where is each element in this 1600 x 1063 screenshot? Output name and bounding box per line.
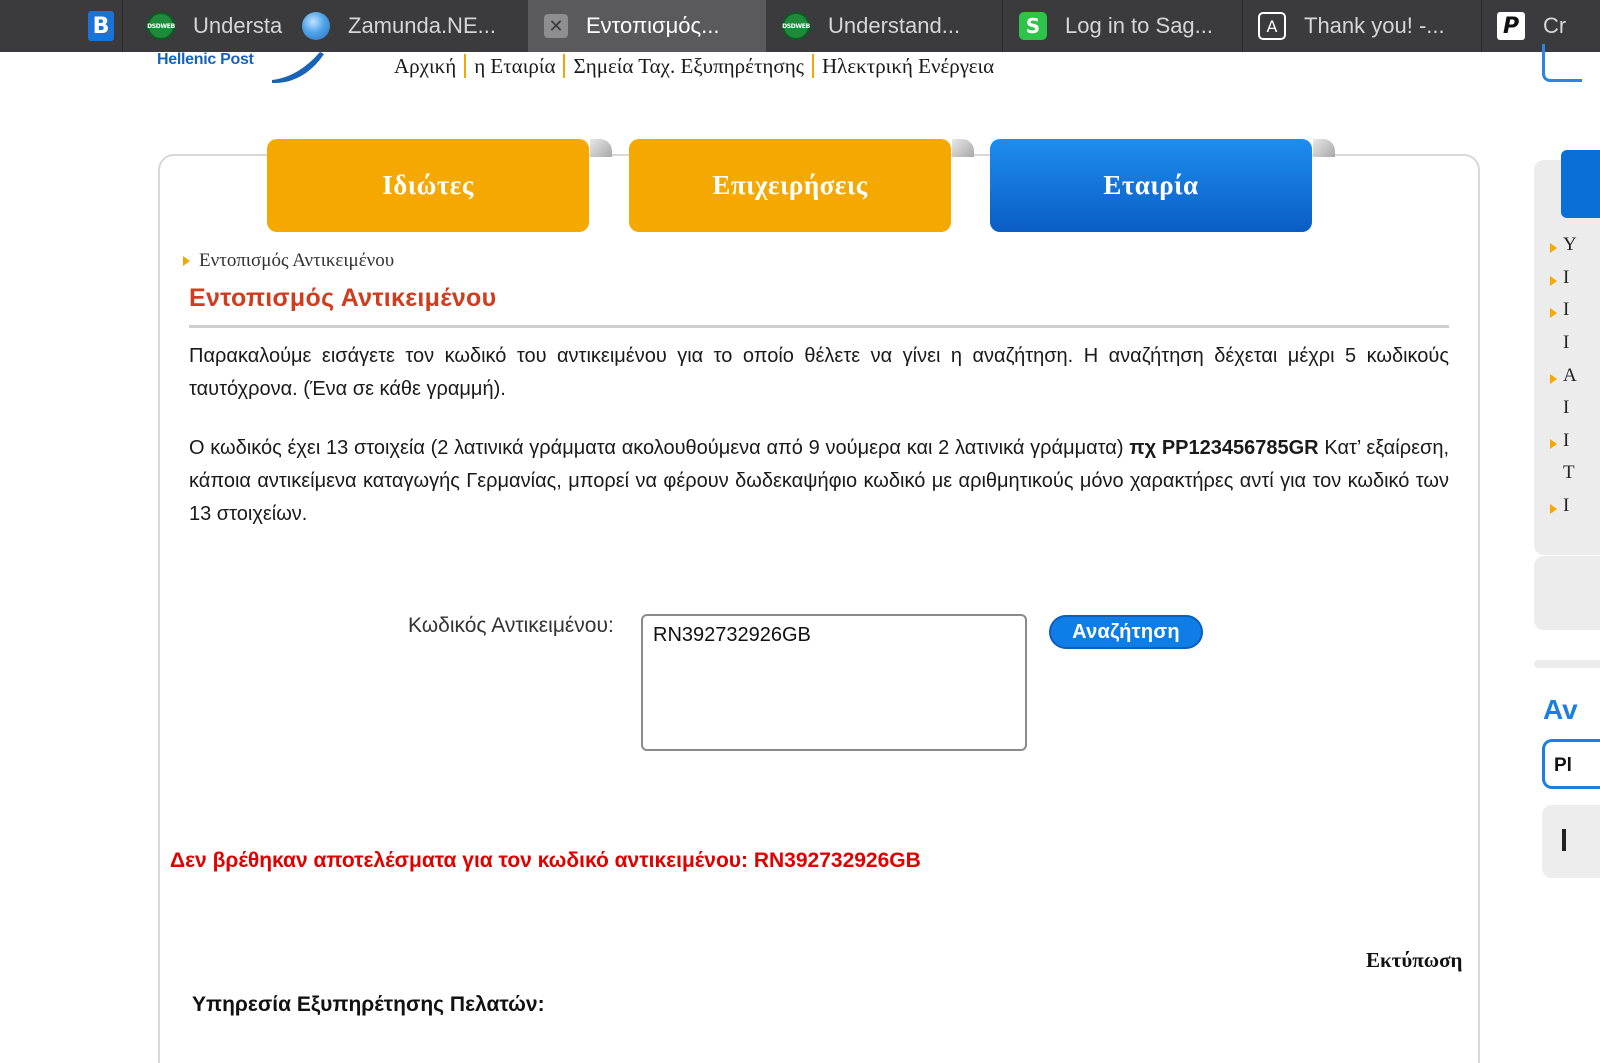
tab-curl-decoration bbox=[1313, 139, 1335, 157]
sidebar-item-text[interactable]: I bbox=[1563, 397, 1570, 418]
sidebar-heading: Av bbox=[1543, 694, 1578, 725]
dsdweb-icon: DSDWEB bbox=[147, 12, 175, 40]
format-paragraph bbox=[189, 432, 1449, 531]
globe-icon bbox=[302, 12, 330, 40]
tab-title: Εντοπισμός... bbox=[586, 13, 720, 38]
browser-tab[interactable] bbox=[766, 0, 1002, 52]
site-logo[interactable]: Hellenic Post bbox=[157, 51, 254, 68]
sidebar-item-text[interactable]: I bbox=[1563, 299, 1570, 320]
s-icon: S bbox=[1019, 12, 1047, 40]
sidebar-item-text[interactable]: I bbox=[1563, 332, 1570, 353]
sidebar-card[interactable] bbox=[1542, 805, 1600, 878]
logo-swoosh-icon bbox=[268, 50, 328, 86]
sidebar-arrow-icon bbox=[1550, 504, 1557, 514]
tab-title: Log in to Sag... bbox=[1065, 13, 1213, 38]
sidebar-arrow-icon bbox=[1550, 308, 1557, 318]
tab-title: Understand... bbox=[828, 13, 961, 38]
sidebar-item-text[interactable]: A bbox=[1563, 365, 1577, 386]
print-link[interactable]: Εκτύπωση bbox=[1366, 948, 1463, 972]
tab-curl-decoration bbox=[590, 139, 612, 157]
tab-title: Zamunda.NE... bbox=[348, 13, 496, 38]
sidebar-item-text[interactable]: T bbox=[1563, 462, 1575, 483]
search-button[interactable]: Αναζήτηση bbox=[1049, 615, 1203, 649]
sidebar-arrow-icon bbox=[1550, 374, 1557, 384]
sidebar-card bbox=[1534, 556, 1600, 630]
browser-tab[interactable] bbox=[1003, 0, 1242, 52]
tab-businesses[interactable]: Επιχειρήσεις bbox=[629, 139, 951, 232]
nav-electric-energy[interactable]: Ηλεκτρική Ενέργεια bbox=[812, 54, 1002, 78]
tab-individuals[interactable]: Ιδιώτες bbox=[267, 139, 589, 232]
breadcrumb-arrow-icon bbox=[183, 256, 190, 266]
tab-curl-decoration bbox=[952, 139, 974, 157]
browser-tab[interactable] bbox=[1482, 0, 1600, 52]
sidebar-divider bbox=[1534, 660, 1600, 668]
sidebar-blue-tab[interactable] bbox=[1561, 150, 1600, 218]
b-icon: B bbox=[88, 11, 114, 41]
sidebar-card-glyph bbox=[1562, 829, 1566, 851]
sidebar-tracking-input[interactable]: Pl bbox=[1542, 739, 1600, 789]
page-title: Εντοπισμός Αντικειμένου bbox=[189, 284, 497, 312]
browser-tab[interactable] bbox=[288, 0, 528, 52]
dsdweb-icon: DSDWEB bbox=[782, 12, 810, 40]
breadcrumb bbox=[183, 250, 394, 272]
sidebar-item-text[interactable]: Y bbox=[1563, 234, 1577, 255]
header-right-widget[interactable] bbox=[1542, 44, 1582, 82]
p-icon: P bbox=[1497, 12, 1525, 40]
sidebar-arrow-icon bbox=[1550, 276, 1557, 286]
exception-text: Κατ’ εξαίρεση, κάποια αντικείμενα καταγωγής Γερμανίας, μπορεί να φέρουν δωδεκαψήφιο κωδικό με αριθμητικούς μόνο χαρακτήρες αντί για τον κωδικό των 13 στοιχείων. bbox=[189, 437, 1450, 525]
tab-title: Understa bbox=[193, 13, 283, 38]
intro-paragraph: Παρακαλούμε εισάγετε τον κωδικό του αντικειμένου για το οποίο θέλετε να γίνει η αναζήτηση. Η αναζήτηση δέχεται μέχρι 5 κωδικούς ταυτόχρονα. (Ένα σε κάθε γραμμή). bbox=[189, 345, 1449, 400]
browser-tab-active[interactable] bbox=[528, 0, 766, 52]
sidebar-arrow-icon bbox=[1550, 243, 1557, 253]
browser-tab[interactable] bbox=[123, 0, 288, 52]
sidebar-item-text[interactable]: I bbox=[1563, 430, 1570, 451]
sidebar-item-text[interactable]: I bbox=[1563, 267, 1570, 288]
tab-company[interactable]: Εταιρία bbox=[990, 139, 1312, 232]
browser-tab[interactable] bbox=[1243, 0, 1481, 52]
browser-tab-strip bbox=[0, 0, 1600, 52]
a-icon: A bbox=[1258, 12, 1286, 40]
tracking-code-input[interactable] bbox=[641, 614, 1027, 751]
top-navigation bbox=[394, 54, 1002, 78]
title-divider bbox=[189, 325, 1449, 328]
tracking-code-label: Κωδικός Αντικειμένου: bbox=[408, 614, 614, 637]
sidebar-item-text[interactable]: I bbox=[1563, 495, 1570, 516]
no-results-message: Δεν βρέθηκαν αποτελέσματα για τον κωδικό αντικειμένου: RN392732926GB bbox=[170, 849, 921, 872]
tab-title: Thank you! -... bbox=[1304, 13, 1445, 38]
customer-service-heading: Υπηρεσία Εξυπηρέτησης Πελατών: bbox=[192, 993, 545, 1016]
nav-company[interactable]: η Εταιρία bbox=[464, 54, 563, 78]
format-example: πχ PP123456785GR bbox=[1129, 437, 1319, 459]
close-icon[interactable]: ✕ bbox=[544, 14, 568, 38]
nav-home[interactable]: Αρχική bbox=[394, 54, 457, 78]
format-text: Ο κωδικός έχει 13 στοιχεία (2 λατινικά γράμματα ακολουθούμενα από 9 νούμερα και 2 λατινικά γράμματα) bbox=[189, 437, 1124, 459]
browser-tab[interactable] bbox=[52, 0, 122, 52]
breadcrumb-item[interactable]: Εντοπισμός Αντικειμένου bbox=[199, 250, 395, 271]
sidebar-arrow-icon bbox=[1550, 439, 1557, 449]
nav-service-points[interactable]: Σημεία Ταχ. Εξυπηρέτησης bbox=[563, 54, 812, 78]
tab-title: Cr bbox=[1543, 13, 1567, 38]
